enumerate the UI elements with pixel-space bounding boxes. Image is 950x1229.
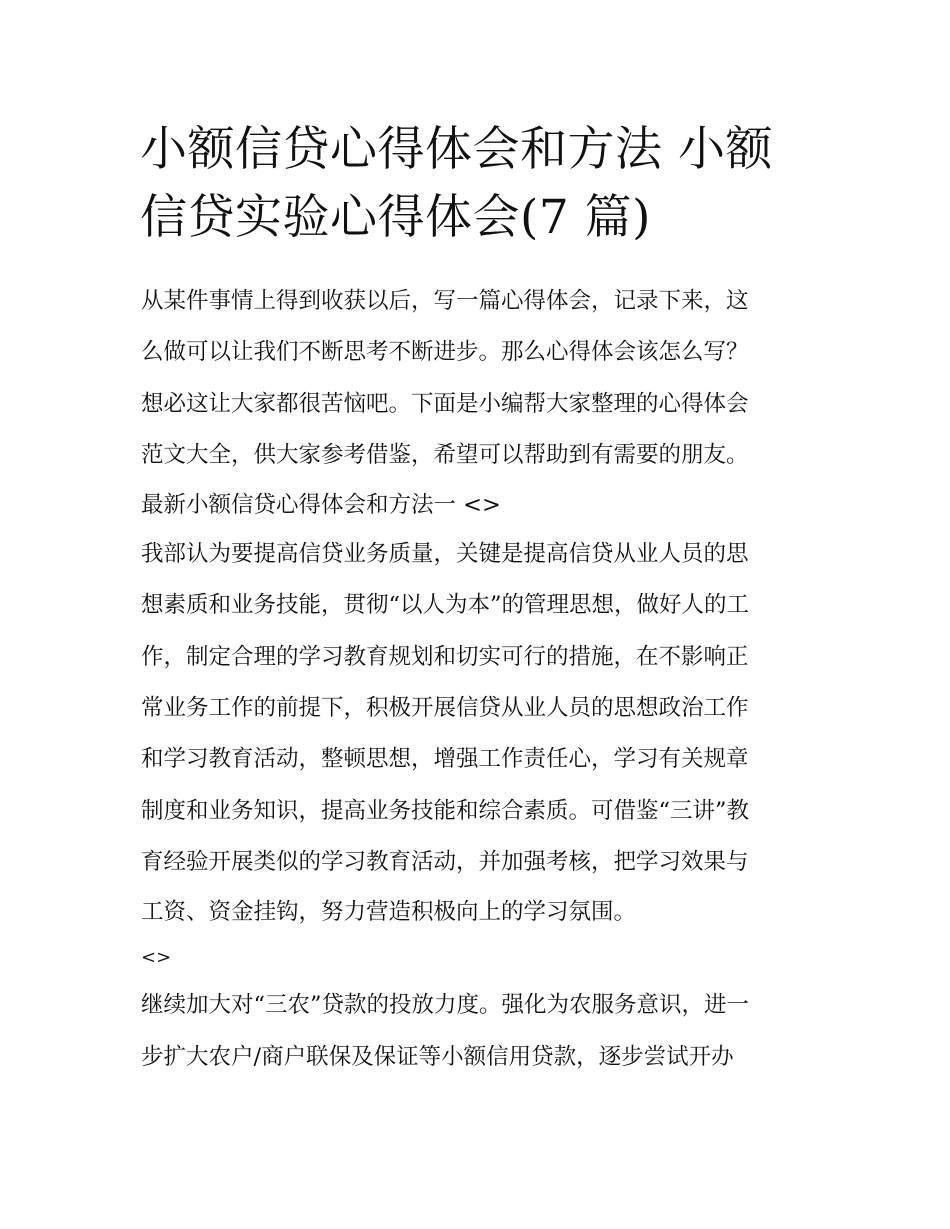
intro-paragraph: [141, 276, 821, 481]
paragraph-1-line-5: 和学习教育活动，整顿思想，增强工作责任心，学习有关规章: [141, 746, 749, 773]
document-body: [141, 276, 821, 1083]
paragraph-1-line-7: 育经验开展类似的学习教育活动，并加强考核，把学习效果与: [141, 848, 749, 875]
section-heading: 最新小额信贷心得体会和方法一 <>: [141, 492, 501, 519]
paragraph-2: [141, 980, 821, 1083]
paragraph-2-line-2: 步扩大农户/商户联保及保证等小额信用贷款，逐步尝试开办: [141, 1043, 734, 1070]
paragraph-1-line-1: 我部认为要提高信贷业务质量，关键是提高信贷从业人员的思: [141, 541, 749, 568]
title-line-2: 信贷实验心得体会(7 篇): [140, 190, 652, 245]
paragraph-1-line-4: 常业务工作的前提下，积极开展信贷从业人员的思想政治工作: [141, 695, 749, 722]
paragraph-1-line-8: 工资、资金挂钩，努力营造积极向上的学习氛围。: [141, 899, 637, 926]
intro-line-3: 想必这让大家都很苦恼吧。下面是小编帮大家整理的心得体会: [141, 390, 749, 417]
document-title: [140, 116, 820, 252]
intro-line-2: 么做可以让我们不断思考不断进步。那么心得体会该怎么写？: [141, 339, 749, 366]
paragraph-1-line-6: 制度和业务知识，提高业务技能和综合素质。可借鉴“三讲”教: [141, 797, 750, 824]
paragraph-1: [141, 529, 821, 936]
paragraph-2-line-1: 继续加大对“三农”贷款的投放力度。强化为农服务意识，进一: [141, 992, 750, 1019]
paragraph-1-line-2: 想素质和业务技能，贯彻“以人为本”的管理思想，做好人的工: [141, 592, 750, 619]
paragraph-1-line-3: 作，制定合理的学习教育规划和切实可行的措施，在不影响正: [141, 643, 749, 670]
separator-marker: <>: [141, 947, 172, 969]
title-line-1: 小额信贷心得体会和方法 小额: [140, 122, 773, 177]
intro-line-1: 从某件事情上得到收获以后，写一篇心得体会，记录下来，这: [141, 288, 749, 314]
intro-line-4: 范文大全，供大家参考借鉴，希望可以帮助到有需要的朋友。: [141, 441, 749, 468]
